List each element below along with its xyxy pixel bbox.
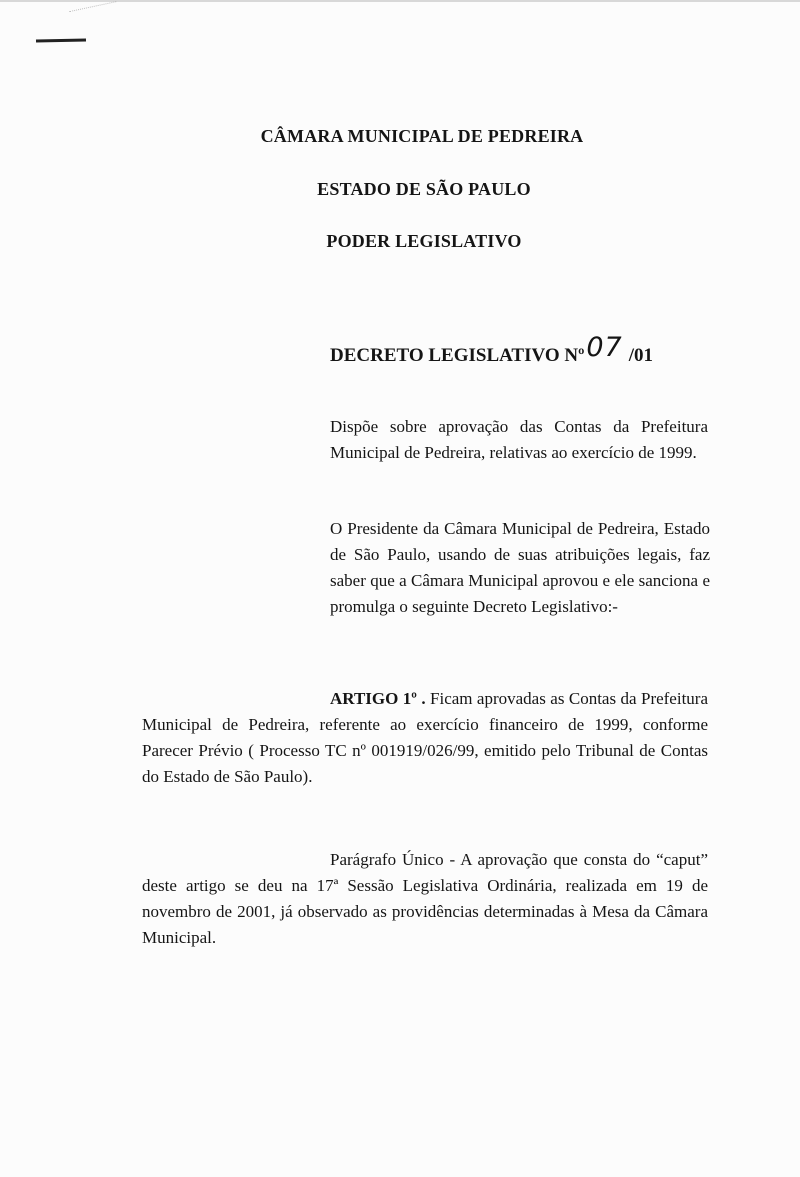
decree-year: /01 [628,345,654,366]
preamble: O Presidente da Câmara Municipal de Pedreira, Estado de São Paulo, usando de suas atribuições legais, faz saber que a Câmara Municipal aprovou e ele sanciona e promulga o seguinte Decreto Legislativo:- [330,519,710,616]
scan-mark [36,38,86,42]
decree-prefix: DECRETO LEGISLATIVO Nº [330,345,585,366]
chamber-name: CÂMARA MUNICIPAL DE PEDREIRA [260,126,584,146]
decree-number-handwritten: 07 [586,332,623,363]
article-1-label: ARTIGO 1º . [330,689,426,708]
state-name: ESTADO DE SÃO PAULO [317,179,531,199]
article-1 [142,686,708,790]
decree-title [330,332,654,368]
branch-name: PODER LEGISLATIVO [326,231,522,251]
scan-smudge [69,1,119,24]
ementa: Dispõe sobre aprovação das Contas da Prefeitura Municipal de Pedreira, relativas ao exercício de 1999. [330,417,708,462]
sole-paragraph: Parágrafo Único - A aprovação que consta do “caput” deste artigo se deu na 17ª Sessão Legislativa Ordinária, realizada em 19 de novembro de 2001, já observado as providências determinadas à Mesa da Câmara Municipal. [142,850,708,947]
scan-top-edge [0,0,800,2]
article-1-text: Ficam aprovadas as Contas da Prefeitura Municipal de Pedreira, referente ao exercício financeiro de 1999, conforme Parecer Prévio ( Processo TC nº 001919/026/99, emitido pelo Tribunal de Contas do Estado de São Paulo). [142,689,709,786]
